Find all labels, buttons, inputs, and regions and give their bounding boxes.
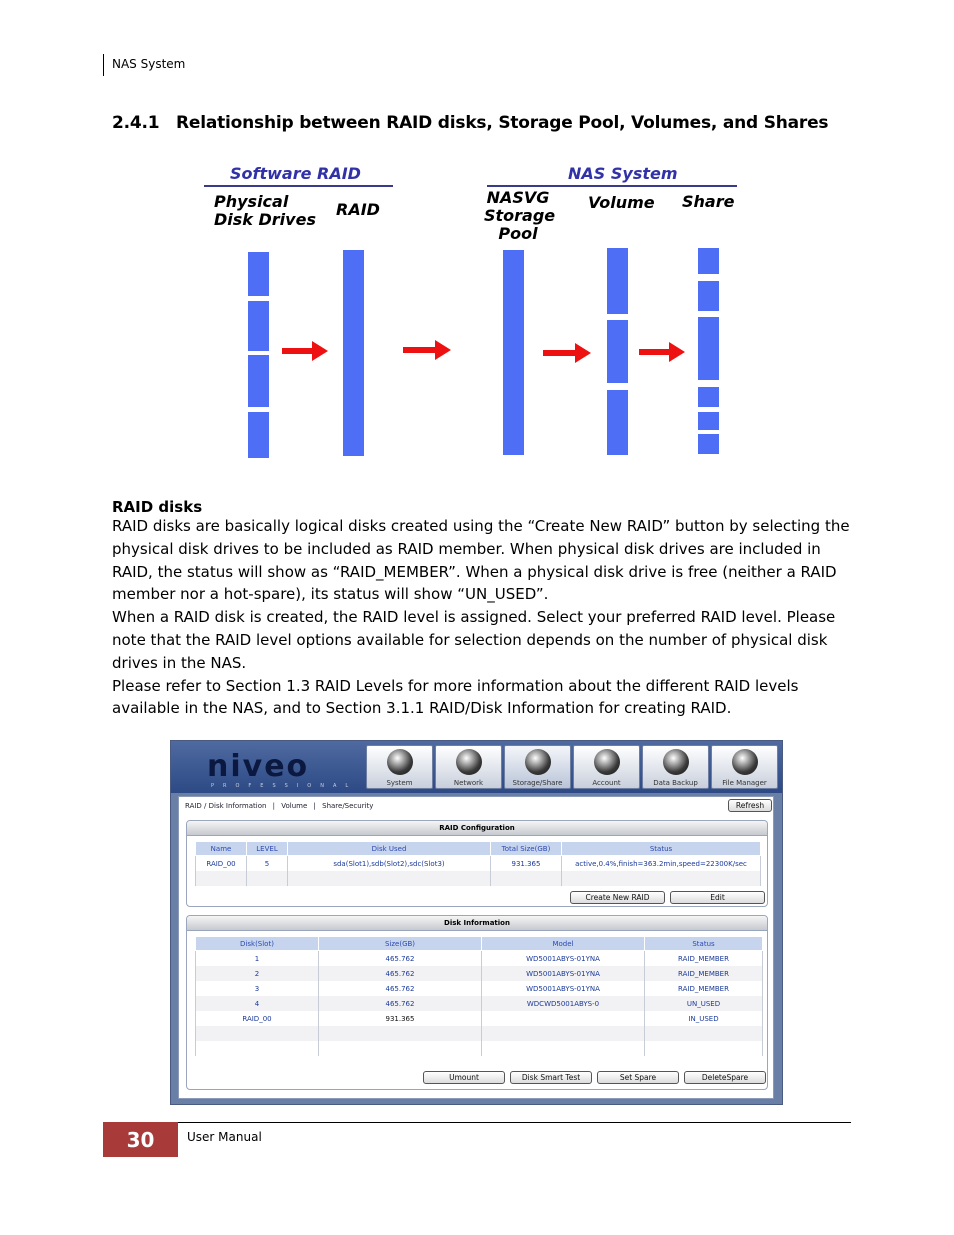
arrow-right-icon — [543, 342, 593, 364]
cell: 5 — [247, 856, 288, 872]
cell: 931.365 — [319, 1011, 482, 1026]
cell: 3 — [196, 981, 319, 996]
volume-block — [607, 390, 628, 455]
tab-storage-share[interactable] — [504, 745, 571, 789]
share-block — [698, 248, 719, 274]
label-line: Storage — [484, 206, 556, 225]
niveo-logo: niveo — [207, 749, 310, 784]
cell: sda(Slot1),sdb(Slot2),sdc(Slot3) — [288, 856, 491, 872]
cell: active,0.4%,finish=363.2min,speed=22300K/sec — [562, 856, 761, 872]
raid-disks-heading: RAID disks — [112, 498, 203, 516]
label-physical-disk-drives — [214, 193, 316, 229]
table-row[interactable] — [196, 966, 763, 981]
system-icon — [387, 749, 413, 775]
col-header: LEVEL — [247, 842, 288, 856]
share-block — [698, 434, 719, 454]
header-rule — [103, 54, 104, 76]
tab-data-backup[interactable] — [642, 745, 709, 789]
cell: IN_USED — [645, 1011, 763, 1026]
cell: RAID_00 — [196, 1011, 319, 1026]
paragraph: Please refer to Section 1.3 RAID Levels for more information about the different RAID levels available in the NAS, and to Section 3.1.1 RAID/Disk Information for creating RAID. — [112, 676, 799, 718]
table-row[interactable] — [196, 856, 761, 872]
cell: 465.762 — [319, 951, 482, 967]
physical-disk-block — [248, 301, 269, 351]
cell: WD5001ABYS-01YNA — [482, 951, 645, 967]
cell: 4 — [196, 996, 319, 1011]
cell: RAID_00 — [196, 856, 247, 872]
arrow-right-icon — [639, 341, 687, 363]
col-header: Status — [562, 842, 761, 856]
label-raid: RAID — [336, 200, 380, 219]
nas-ui-header — [171, 741, 782, 793]
cell: RAID_MEMBER — [645, 951, 763, 967]
umount-button[interactable]: Umount — [423, 1071, 505, 1084]
tab-account[interactable] — [573, 745, 640, 789]
share-block — [698, 317, 719, 380]
cell: UN_USED — [645, 996, 763, 1011]
col-header: Total Size(GB) — [491, 842, 562, 856]
volume-block — [607, 320, 628, 383]
table-row[interactable] — [196, 981, 763, 996]
label-line: Physical — [214, 192, 289, 211]
cell — [482, 1011, 645, 1026]
share-block — [698, 387, 719, 407]
physical-disk-block — [248, 355, 269, 407]
subnav-raid-disk-info[interactable]: RAID / Disk Information — [185, 802, 267, 810]
running-header: NAS System — [112, 57, 186, 71]
table-row[interactable] — [196, 951, 763, 967]
table-row[interactable] — [196, 1011, 763, 1026]
cell: 465.762 — [319, 996, 482, 1011]
nas-ui-screenshot — [170, 740, 783, 1105]
tab-label: Network — [453, 779, 484, 787]
create-new-raid-button[interactable]: Create New RAID — [570, 891, 665, 904]
col-header: Size(GB) — [319, 937, 482, 951]
section-title: Relationship between RAID disks, Storage Pool, Volumes, and Shares — [176, 113, 829, 133]
tab-label: Data Backup — [653, 779, 698, 787]
refresh-button[interactable]: Refresh — [728, 799, 772, 812]
set-spare-button[interactable]: Set Spare — [597, 1071, 679, 1084]
disk-information-title: Disk Information — [187, 916, 767, 931]
table-row — [196, 871, 761, 886]
label-nasvg-storage-pool — [484, 188, 556, 243]
raid-disks-body — [112, 515, 852, 720]
tab-label: Account — [592, 779, 621, 787]
subnav-separator: | — [272, 802, 276, 810]
section-heading — [112, 113, 828, 133]
label-line: NASVG — [486, 188, 550, 207]
physical-disk-block — [248, 252, 269, 296]
cell: 2 — [196, 966, 319, 981]
subnav-share-security[interactable]: Share/Security — [322, 802, 374, 810]
label-share: Share — [682, 192, 735, 211]
label-volume: Volume — [588, 193, 655, 212]
raid-config-table — [195, 841, 761, 886]
col-header: Disk Used — [288, 842, 491, 856]
page-number: 30 — [103, 1122, 178, 1157]
backup-icon — [663, 749, 689, 775]
nas-system-heading: NAS System — [568, 164, 678, 183]
raid-block — [343, 250, 364, 456]
tab-file-manager[interactable] — [711, 745, 778, 789]
col-header: Disk(Slot) — [196, 937, 319, 951]
nas-system-rule — [487, 185, 737, 187]
account-icon — [594, 749, 620, 775]
section-number: 2.4.1 — [112, 113, 160, 133]
content-panel — [178, 796, 774, 1099]
edit-button[interactable]: Edit — [670, 891, 765, 904]
tab-label: System — [386, 779, 413, 787]
cell: WD5001ABYS-01YNA — [482, 966, 645, 981]
tab-label: File Manager — [722, 779, 767, 787]
cell: 1 — [196, 951, 319, 967]
cell: 465.762 — [319, 966, 482, 981]
arrow-right-icon — [282, 340, 330, 362]
col-header: Status — [645, 937, 763, 951]
footer-label: User Manual — [187, 1130, 262, 1144]
col-header: Name — [196, 842, 247, 856]
subnav-volume[interactable]: Volume — [281, 802, 308, 810]
label-line: Disk Drives — [214, 210, 316, 229]
delete-spare-button[interactable]: DeleteSpare — [684, 1071, 766, 1084]
col-header: Model — [482, 937, 645, 951]
software-raid-rule — [204, 185, 393, 187]
cell: WDCWD5001ABYS-0 — [482, 996, 645, 1011]
table-row — [196, 1026, 763, 1041]
subnav — [185, 802, 377, 810]
tab-system[interactable] — [366, 745, 433, 789]
physical-disk-block — [248, 412, 269, 458]
cell: WD5001ABYS-01YNA — [482, 981, 645, 996]
volume-block — [607, 248, 628, 314]
cell: 931.365 — [491, 856, 562, 872]
storage-pool-block — [503, 250, 524, 455]
tab-label: Storage/Share — [512, 779, 563, 787]
file-manager-icon — [732, 749, 758, 775]
logo-subtitle: PROFESSIONAL — [211, 783, 358, 789]
cell: RAID_MEMBER — [645, 981, 763, 996]
paragraph: When a RAID disk is created, the RAID level is assigned. Select your preferred RAID level. Please note that the RAID level options available for selection depends on the number of physical disk drives in the NAS. — [112, 608, 836, 672]
storage-icon — [525, 749, 551, 775]
raid-diagram — [200, 160, 745, 465]
share-block — [698, 412, 719, 430]
label-line: Pool — [498, 224, 538, 243]
disk-information-group — [186, 915, 768, 1090]
software-raid-heading: Software RAID — [230, 164, 361, 183]
cell: 465.762 — [319, 981, 482, 996]
paragraph: RAID disks are basically logical disks created using the “Create New RAID” button by selecting the physical disk drives to be included as RAID member. When physical disk drives are included in RAID, the status will show as “RAID_MEMBER”. When a physical disk drive is free (neither a RAID member nor a hot-spare), its status will show “UN_USED”. — [112, 517, 850, 604]
table-row — [196, 1041, 763, 1056]
tab-network[interactable] — [435, 745, 502, 789]
share-block — [698, 281, 719, 311]
disk-info-table — [195, 936, 763, 1056]
network-icon — [456, 749, 482, 775]
subnav-separator: | — [313, 802, 316, 810]
raid-configuration-title: RAID Configuration — [187, 821, 767, 836]
cell: RAID_MEMBER — [645, 966, 763, 981]
raid-configuration-group — [186, 820, 768, 907]
arrow-right-icon — [403, 339, 453, 361]
footer-rule — [103, 1122, 851, 1123]
table-row[interactable] — [196, 996, 763, 1011]
disk-smart-test-button[interactable]: Disk Smart Test — [510, 1071, 592, 1084]
